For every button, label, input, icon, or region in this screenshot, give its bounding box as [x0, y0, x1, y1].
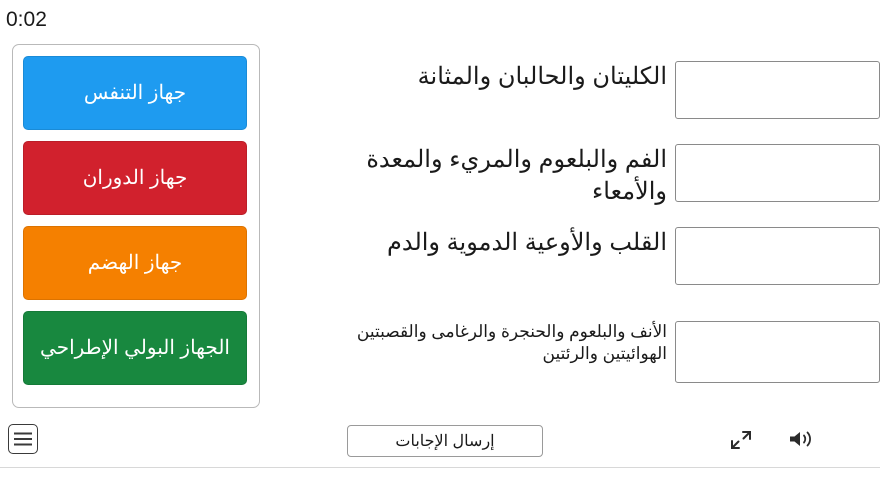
- footer-divider: [0, 467, 880, 468]
- answer-options-panel: [12, 44, 260, 408]
- timer-display: 0:02: [6, 8, 47, 31]
- match-pairs-list: [270, 44, 880, 410]
- submit-answers-label: إرسال الإجابات: [395, 433, 495, 450]
- answer-option-respiratory[interactable]: جهاز التنفس: [23, 56, 247, 130]
- footer-bar: [0, 412, 880, 482]
- submit-answers-button[interactable]: [347, 425, 543, 457]
- speaker-sound-icon: [787, 427, 817, 451]
- prompt-label-3: القلب والأوعية الدموية والدم: [386, 229, 667, 256]
- drop-zone-1[interactable]: [675, 61, 880, 119]
- fullscreen-expand-icon: [730, 429, 752, 451]
- match-row: [270, 321, 880, 383]
- prompt-label-2: الفم والبلعوم والمريء والمعدة والأمعاء: [366, 146, 667, 205]
- drop-zone-2[interactable]: [675, 144, 880, 202]
- drop-zone-4[interactable]: [675, 321, 880, 383]
- match-row: [270, 61, 880, 119]
- answer-option-urinary[interactable]: الجهاز البولي الإطراحي: [23, 311, 247, 385]
- hamburger-menu-icon: [14, 432, 32, 446]
- prompt-label-1: الكليتان والحالبان والمثانة: [417, 63, 667, 90]
- hamburger-menu-button[interactable]: [8, 424, 38, 454]
- match-row: [270, 227, 880, 285]
- fullscreen-toggle-button[interactable]: [728, 428, 754, 452]
- drop-zone-3[interactable]: [675, 227, 880, 285]
- answer-option-digestive[interactable]: جهاز الهضم: [23, 226, 247, 300]
- quiz-work-area: [0, 44, 880, 410]
- sound-toggle-button[interactable]: [785, 426, 819, 452]
- prompt-label-4: الأنف والبلعوم والحنجرة والرغامى والقصبتين الهوائيتين والرئتين: [356, 322, 667, 364]
- match-row: [270, 144, 880, 207]
- answer-option-circulatory[interactable]: جهاز الدوران: [23, 141, 247, 215]
